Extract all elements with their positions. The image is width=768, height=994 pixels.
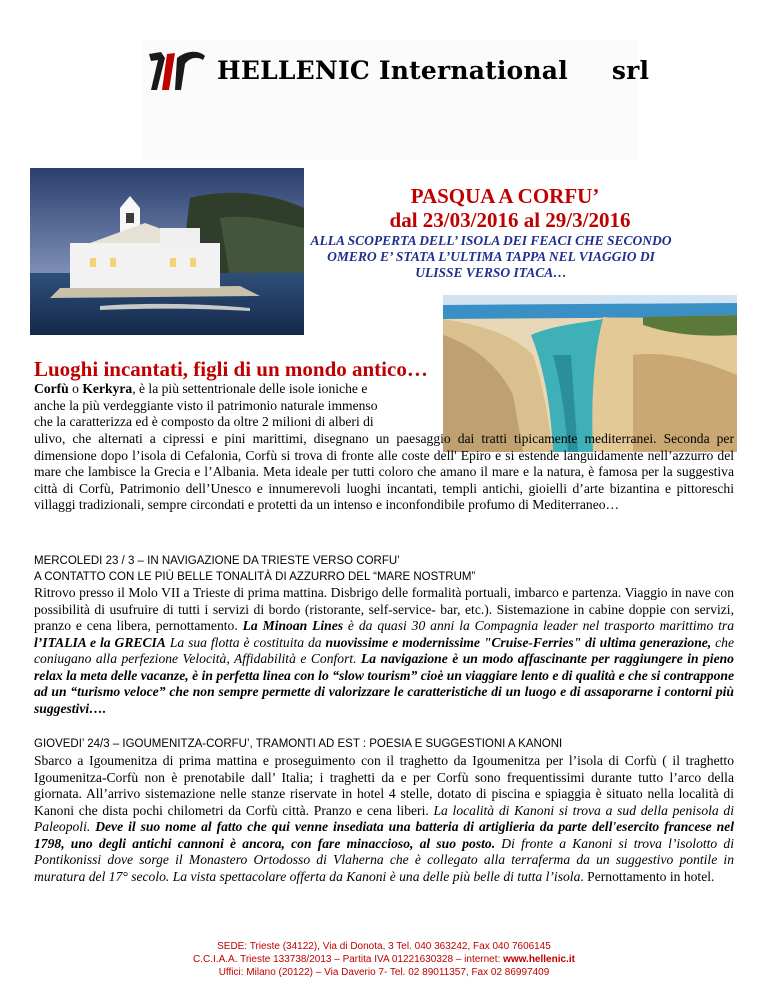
intro-text: che la caratterizza ed è composto da oltre 2 milioni di alberi di — [34, 414, 374, 429]
intro-text: o — [68, 381, 83, 396]
intro-heading: Luoghi incantati, figli di un mondo antico… — [34, 357, 428, 381]
intro-corfu: Corfù — [34, 381, 69, 396]
day2-bold: Deve il suo nome al fatto che qui venne insediata una batteria di artiglieria da parte dell'esercito francese nel 1798, uno degli antichi cannoni è ancora, con fare minaccioso, al suo posto. — [34, 819, 734, 851]
day1-heading-line: A CONTATTO CON LE PIÙ BELLE TONALITÀ DI AZZURRO DEL “MARE NOSTRUM” — [34, 571, 476, 583]
canal-photo — [443, 295, 737, 452]
monastery-photo — [30, 168, 304, 335]
day2-heading: GIOVEDI’ 24/3 – IGOUMENITZA-CORFU’, TRAMONTI AD EST : POESIA E SUGGESTIONI A KANONI — [34, 738, 563, 750]
day2-text: Sbarco a Igoumenitza di prima mattina e proseguimento con il traghetto da Igoumenitza per l’isola di Corfù ( il traghetto Igoumenitza-Corfù non è prenotabile dall’ Italia; i traghetti da e per Corfù sono frequentissimi durante tutto l’arco della giornata. All’arrivo sistemazione nelle stanze riservate in hotel 4 stelle, dotato di piscina e spiaggia è situato nella località di Kanoni che dista pochi chilometri da Corfù città. Pranzo e cena liberi. — [34, 753, 734, 818]
day2-italic: Di fronte a Kanoni si trova l’isolotto di Pontikonissi dove sorge il Monastero Ortodosso di Vlaherna che è collegato alla terraferma da un suggestivo pontile in muratura del 17° secolo. La vista spettacolare offerta da Kanoni è una delle più belle di tutta l’isola — [34, 835, 734, 884]
subtitle-line: OMERO E’ STATA L’ULTIMA TAPPA NEL VIAGGIO DI — [327, 249, 655, 264]
intro-kerkyra: Kerkyra — [82, 381, 133, 396]
footer-offices: Uffici: Milano (20122) – Via Daverio 7- Tel. 02 89011357, Fax 02 86997409 — [218, 967, 550, 978]
day1-text: Ritrovo presso il Molo VII a Trieste di prima mattina. Disbrigo delle formalità portuali, imbarco e partenza. Viaggio in nave con possibilità di usufruire di tutti i servizi di bordo (ristorante, self-service- bar, etc.). Sistemazione in cabine doppie con servizi, pranzo e cena libera, pernottamento. — [34, 585, 734, 633]
company-name — [217, 56, 649, 85]
subtitle-line: ULISSE VERSO ITACA… — [415, 265, 567, 280]
day1-italic: che coniugano alla perfezione Velocità, Affidabilità e Confort. — [34, 634, 735, 666]
day1-bold: l’ITALIA e la GRECIA — [34, 634, 166, 650]
intro-text: anche la più verdeggiante visto il patrimonio naturale immenso — [34, 397, 378, 413]
intro-text: , è la più settentrionale delle isole ioniche e — [132, 381, 368, 396]
day1-bold: La navigazione è un modo affascinante per raggiungere in pieno relax la meta delle vacanze, è in perfetta linea con lo “slow tourism” cioè un viaggiare lento e di qualità e che si contrappone ad un “turismo veloce” che non sempre permette di valorizzare le caratteristiche di un luogo e di assaporarne i contorni più suggestivi…. — [34, 651, 734, 716]
footer — [84, 940, 684, 979]
day1-bold: La Minoan Lines — [242, 618, 344, 633]
intro-paragraph-top — [34, 381, 434, 431]
day1-italic: è da quasi 30 anni la Compagnia leader nel trasporto marittimo tra — [343, 618, 734, 633]
intro-paragraph: ulivo, che alternati a cipressi e pini marittimi, disegnano un paesaggio dai tratti tipicamente mediterranei. Seconda per dimensione dopo l’isola di Cefalonia, Corfù si trova di fronte alle coste dell' Epiro e si estende languidamente nell’azzurro del mare che lambisce la Grecia e l’Albania. Meta ideale per tutti coloro che amano il mare e la natura, è famosa per la suggestiva città di Corfù, Patrimonio dell’Unesco e innumerevoli luoghi incantati, templi antichi, gioielli d’arte bizantina e pittoreschi villaggi tradizionali, sempre circondati e protetti da un intenso e inconfondibile profumo di Mediterraneo… — [34, 431, 734, 512]
website-link[interactable]: www.hellenic.it — [503, 954, 575, 965]
company-suffix: srl — [611, 56, 650, 85]
subtitle-line: ALLA SCOPERTA DELL’ ISOLA DEI FEACI CHE SECONDO — [310, 233, 672, 248]
day2-paragraph — [34, 753, 734, 885]
day1-bold: nuovissime e modernissime "Cruise-Ferries" di ultima generazione, — [325, 634, 712, 650]
day1-paragraph — [34, 585, 734, 717]
trip-dates: dal 23/03/2016 al 29/3/2016 — [389, 208, 631, 232]
trip-subtitle — [268, 233, 714, 281]
company-title: HELLENIC International — [217, 56, 568, 85]
day1-heading-line: MERCOLEDI 23 / 3 – IN NAVIGAZIONE DA TRIESTE VERSO CORFU’ — [34, 555, 400, 567]
day1-italic: La sua flotta è costituita da — [165, 634, 326, 650]
day2-italic: La località di Kanoni si trova a sud della penisola di Paleopoli. — [34, 802, 734, 834]
company-logo — [147, 46, 207, 92]
footer-registration — [84, 953, 684, 966]
footer-address: SEDE: Trieste (34122), Via di Donota, 3 Tel. 040 363242, Fax 040 7606145 — [217, 941, 551, 952]
footer-registration-text: C.C.I.A.A. Trieste 133738/2013 – Partita IVA 01221630328 – internet: — [193, 954, 504, 965]
trip-title: PASQUA A CORFU’ — [410, 184, 600, 208]
day1-heading — [34, 553, 734, 585]
day2-text: . Pernottamento in hotel. — [580, 868, 715, 884]
